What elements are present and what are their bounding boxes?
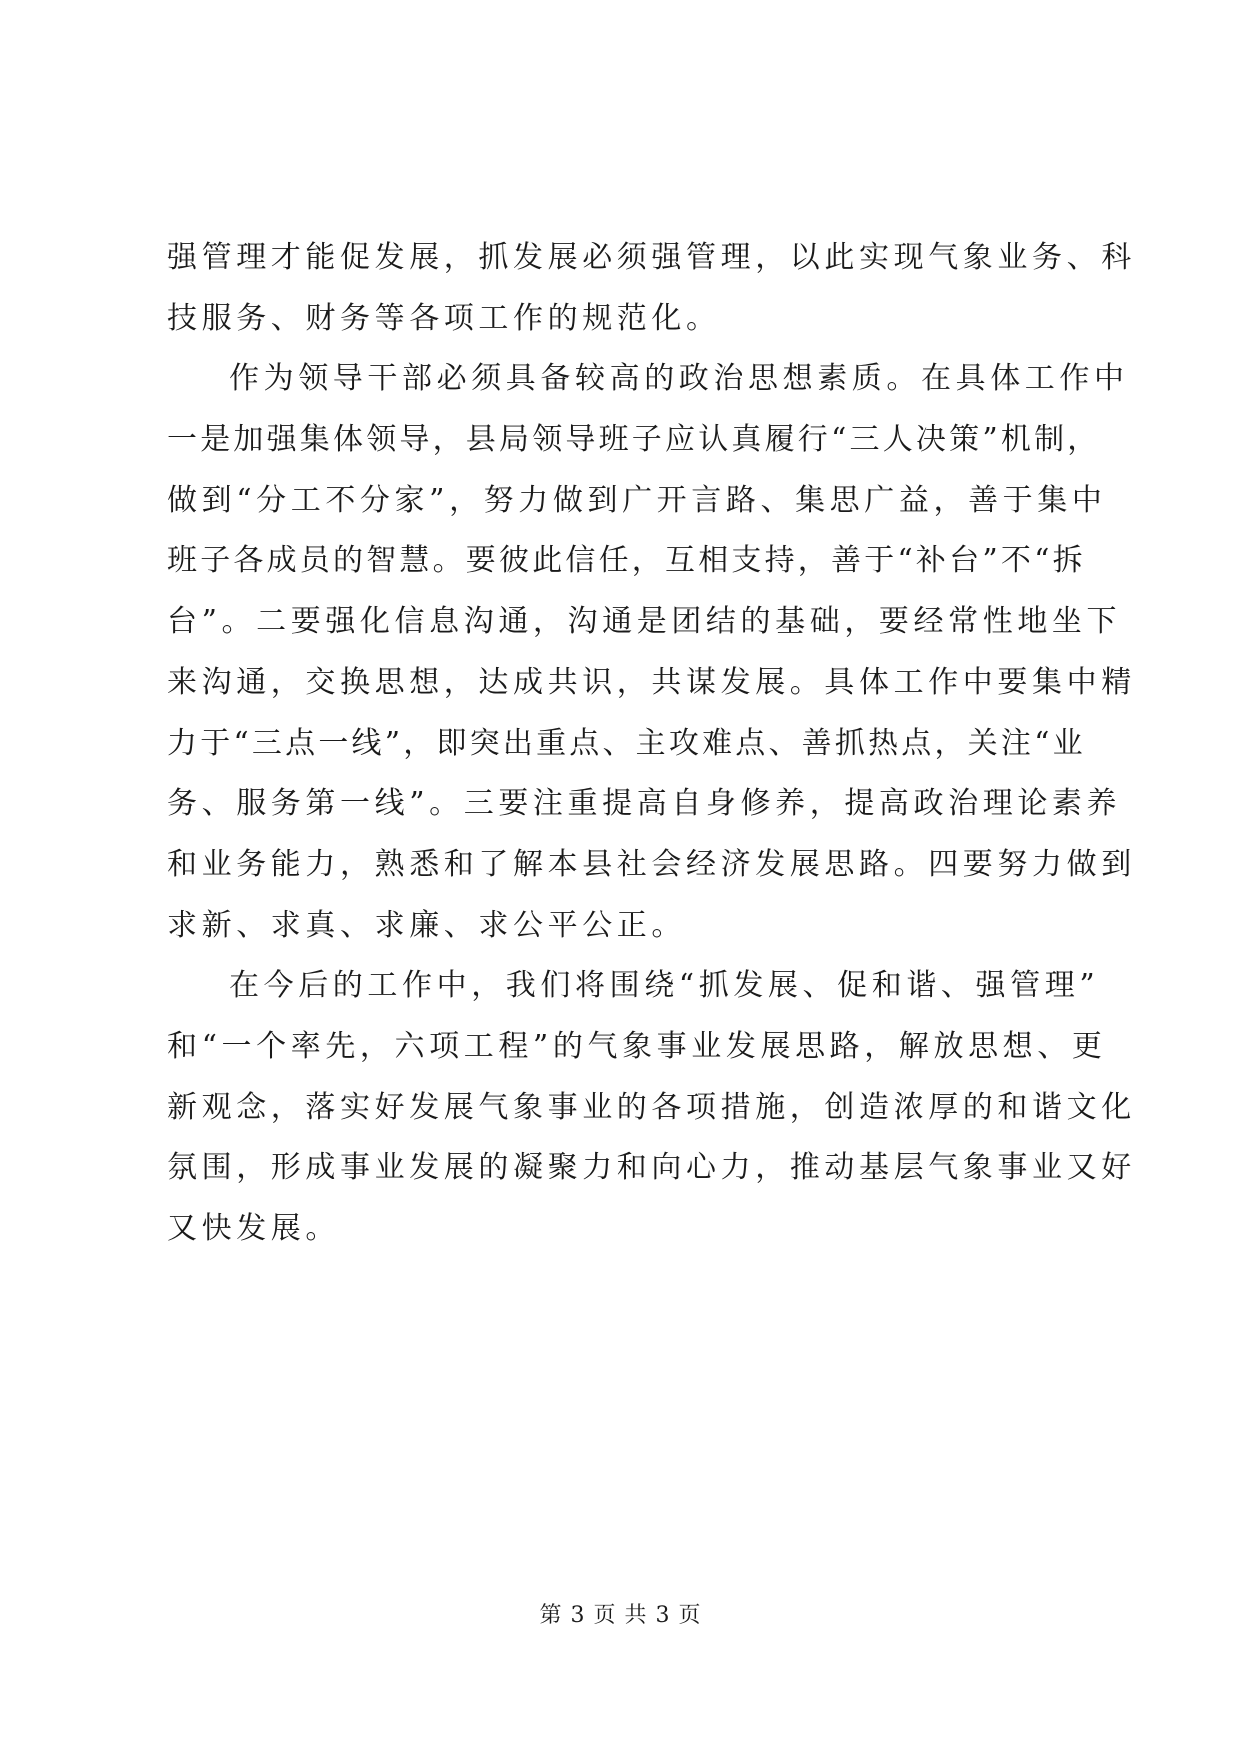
text-line: 一是加强集体领导，县局领导班子应认真履行“三人决策”机制， — [167, 422, 1101, 458]
text-line: 做到“分工不分家”，努力做到广开言路、集思广益，善于集中 — [167, 482, 1107, 518]
text-line: 务、服务第一线”。三要注重提高自身修养，提高政治理论素养 — [167, 786, 1122, 822]
text-line: 新观念，落实好发展气象事业的各项措施，创造浓厚的和谐文化 — [167, 1089, 1136, 1125]
text-line: 台”。二要强化信息沟通，沟通是团结的基础，要经常性地坐下 — [167, 604, 1122, 640]
paragraph-start-line: 作为领导干部必须具备较高的政治思想素质。在具体工作中 — [229, 361, 1129, 397]
text-line: 力于“三点一线”，即突出重点、主攻难点、善抓热点，关注“业 — [167, 725, 1086, 761]
page-number-footer: 第 3 页 共 3 页 — [539, 1603, 702, 1628]
text-line: 技服务、财务等各项工作的规范化。 — [167, 300, 721, 336]
text-line: 又快发展。 — [167, 1211, 340, 1246]
text-line: 班子各成员的智慧。要彼此信任，互相支持，善于“补台”不“拆 — [167, 543, 1086, 579]
text-line: 来沟通，交换思想，达成共识，共谋发展。具体工作中要集中精 — [167, 664, 1136, 700]
body-text — [167, 228, 1136, 1260]
text-line: 求新、求真、求廉、求公平公正。 — [167, 907, 686, 943]
text-line: 强管理才能促发展，抓发展必须强管理，以此实现气象业务、科 — [167, 240, 1136, 275]
paragraph-start-line: 在今后的工作中，我们将围绕“抓发展、促和谐、强管理” — [229, 968, 1100, 1004]
text-line: 氛围，形成事业发展的凝聚力和向心力，推动基层气象事业又好 — [167, 1150, 1136, 1186]
text-line: 和“一个率先，六项工程”的气象事业发展思路，解放思想、更 — [167, 1028, 1107, 1064]
text-line: 和业务能力，熟悉和了解本县社会经济发展思路。四要努力做到 — [167, 846, 1136, 882]
